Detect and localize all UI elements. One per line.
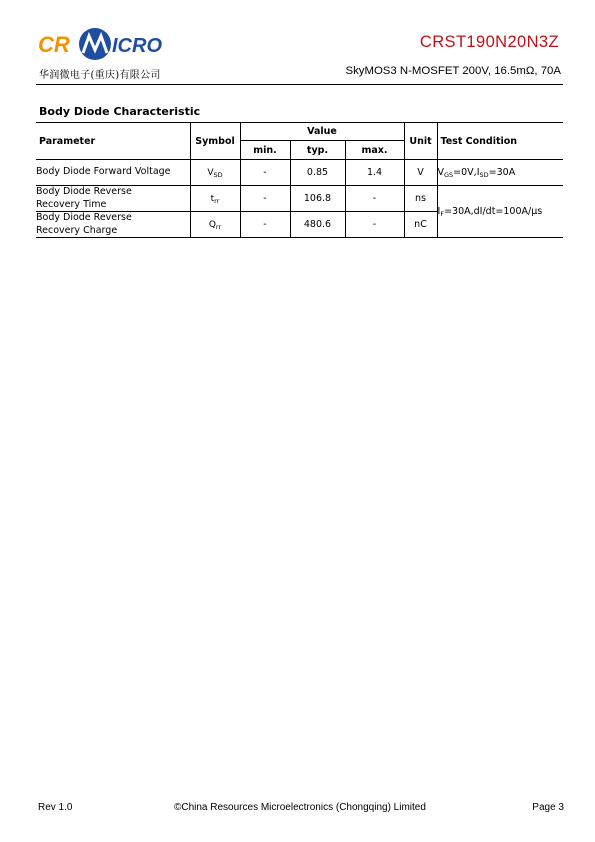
param-recovery-time: Body Diode Reverse Recovery Time [36,186,190,212]
header-divider [36,84,563,85]
table-row [36,186,563,212]
condition-reverse-recovery: $I_F=30A,dI/dt=100A/\mu s$ [437,186,563,238]
symbol-trr: $t_{rr}$ [190,186,240,212]
header-value: Value [240,123,404,141]
condition-forward-voltage: $V_{GS}=0V,I_{SD}=30A$ [437,160,563,186]
cell-max: 1.4 [345,160,404,186]
cell-min: - [240,186,290,212]
cell-unit: ns [404,186,437,212]
symbol-vsd: $V_{SD}$ [190,160,240,186]
header-test-condition: Test Condition [437,123,563,160]
cell-unit: V [404,160,437,186]
header-min: min. [240,141,290,160]
cell-max: - [345,212,404,238]
cell-typ: 106.8 [290,186,345,212]
svg-text:ICRO: ICRO [112,35,162,57]
param-forward-voltage: Body Diode Forward Voltage [36,160,190,186]
symbol-qrr: $Q_{rr}$ [190,212,240,238]
section-title: Body Diode Characteristic [39,105,201,118]
crmicro-logo-graphic [38,26,170,64]
cell-typ: 0.85 [290,160,345,186]
param-recovery-charge: Body Diode Reverse Recovery Charge [36,212,190,238]
cell-unit: nC [404,212,437,238]
header-max: max. [345,141,404,160]
product-description: SkyMOS3 N-MOSFET 200V, 16.5mΩ, 70A [345,65,561,77]
header-typ: typ. [290,141,345,160]
footer-revision: Rev 1.0 [38,802,73,813]
cell-min: - [240,160,290,186]
header-unit: Unit [404,123,437,160]
cell-max: - [345,186,404,212]
crmicro-logo [38,26,170,64]
footer-page-number: Page 3 [532,802,564,813]
svg-text:CR: CR [38,32,70,57]
body-diode-table [36,122,563,238]
cell-typ: 480.6 [290,212,345,238]
part-number: CRST190N20N3Z [419,33,559,51]
header-parameter: Parameter [36,123,190,160]
header-symbol: Symbol [190,123,240,160]
company-name-chinese: 华润微电子(重庆)有限公司 [39,70,161,81]
footer-copyright: ©China Resources Microelectronics (Chongqing) Limited [174,802,426,813]
cell-min: - [240,212,290,238]
table-row [36,160,563,186]
